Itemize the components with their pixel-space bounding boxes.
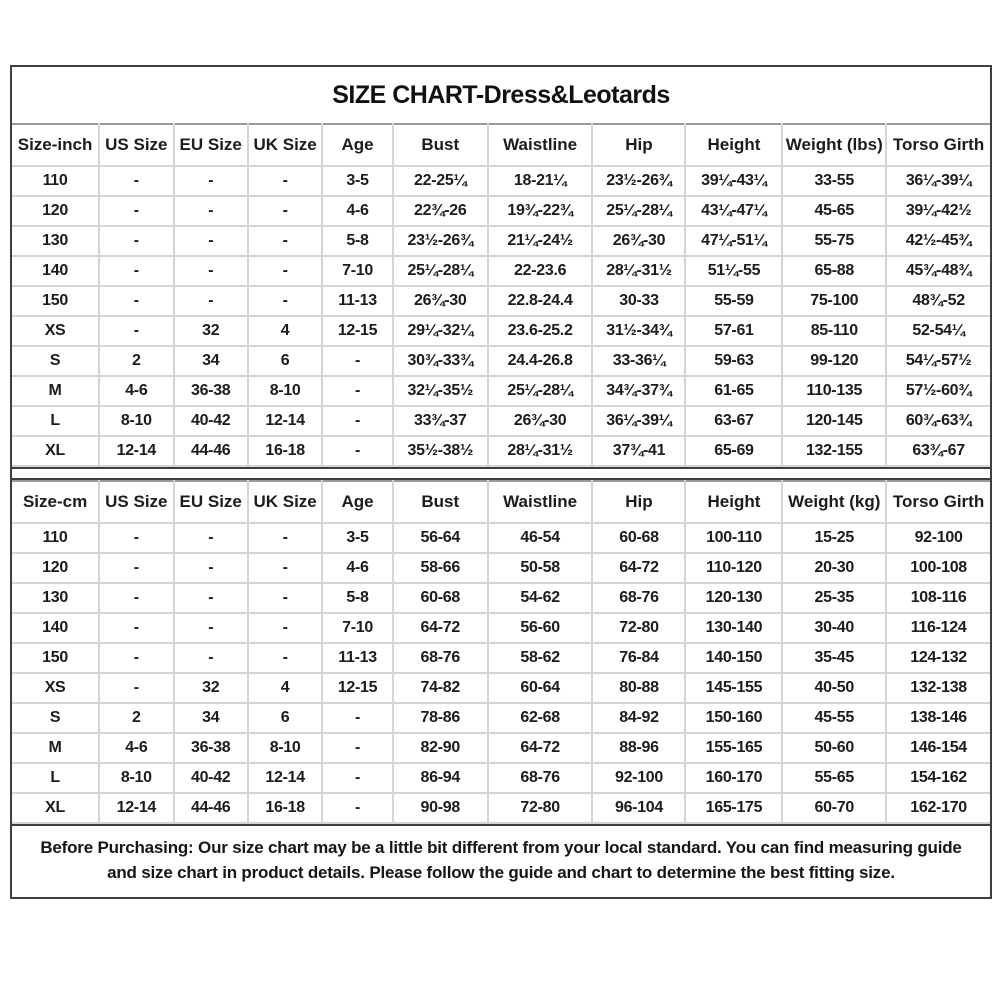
table-cell: 23½-26¾	[592, 166, 685, 196]
table-cell: 11-13	[322, 286, 392, 316]
table-cell: 44-46	[174, 436, 248, 466]
size-label-cell: M	[12, 376, 99, 406]
table-row	[12, 523, 990, 553]
table-cell: -	[248, 643, 322, 673]
table-cell: 50-58	[488, 553, 593, 583]
table-cell: -	[322, 406, 392, 436]
table-row	[12, 763, 990, 793]
table-cell: 12-14	[99, 436, 173, 466]
table-cell: -	[322, 763, 392, 793]
column-header: US Size	[99, 124, 173, 166]
table-cell: -	[99, 583, 173, 613]
table-cell: 5-8	[322, 226, 392, 256]
table-cell: 99-120	[782, 346, 886, 376]
column-header: Torso Girth	[886, 124, 990, 166]
table-cell: 23½-26¾	[393, 226, 488, 256]
table-cell: 55-75	[782, 226, 886, 256]
table-cell: 40-42	[174, 406, 248, 436]
table-cell: 65-88	[782, 256, 886, 286]
table-cell: 165-175	[685, 793, 782, 823]
table-cell: 46-54	[488, 523, 593, 553]
table-cell: 30¾-33¾	[393, 346, 488, 376]
table-cell: 34	[174, 346, 248, 376]
table-cell: -	[99, 316, 173, 346]
table-cell: -	[174, 286, 248, 316]
column-header: US Size	[99, 481, 173, 523]
table-cell: 8-10	[248, 733, 322, 763]
column-header: Size-inch	[12, 124, 99, 166]
table-cell: -	[248, 226, 322, 256]
table-row	[12, 286, 990, 316]
table-row	[12, 553, 990, 583]
table-row	[12, 346, 990, 376]
table-cell: 58-62	[488, 643, 593, 673]
table-cell: -	[174, 226, 248, 256]
column-header: Torso Girth	[886, 481, 990, 523]
table-cell: -	[99, 523, 173, 553]
column-header: Age	[322, 124, 392, 166]
table-cell: -	[322, 346, 392, 376]
table-row	[12, 643, 990, 673]
table-cell: 60-64	[488, 673, 593, 703]
table-cell: 47¼-51¼	[685, 226, 782, 256]
table-cell: 50-60	[782, 733, 886, 763]
table-cell: 12-14	[99, 793, 173, 823]
table-cell: 45-55	[782, 703, 886, 733]
table-cell: 12-14	[248, 406, 322, 436]
table-cell: 25¼-28¼	[592, 196, 685, 226]
column-header: Hip	[592, 481, 685, 523]
table-cell: -	[322, 793, 392, 823]
size-label-cell: S	[12, 346, 99, 376]
table-cell: 55-65	[782, 763, 886, 793]
table-cell: -	[248, 196, 322, 226]
table-cell: 100-110	[685, 523, 782, 553]
table-cell: 36-38	[174, 376, 248, 406]
size-label-cell: XL	[12, 436, 99, 466]
table-cell: 25¼-28¼	[393, 256, 488, 286]
table-cell: 22-23.6	[488, 256, 593, 286]
column-header: Height	[685, 124, 782, 166]
table-cell: 4	[248, 316, 322, 346]
table-cell: 57½-60¾	[886, 376, 990, 406]
table-cell: 130-140	[685, 613, 782, 643]
table-cell: 60¾-63¾	[886, 406, 990, 436]
table-cell: 36¼-39¼	[592, 406, 685, 436]
table-cell: -	[322, 436, 392, 466]
table-row	[12, 436, 990, 466]
table-cell: 23.6-25.2	[488, 316, 593, 346]
table-cell: 110-135	[782, 376, 886, 406]
table-cell: 6	[248, 703, 322, 733]
table-cell: 59-63	[685, 346, 782, 376]
size-label-cell: 110	[12, 166, 99, 196]
size-label-cell: 130	[12, 226, 99, 256]
chart-title: SIZE CHART-Dress&Leotards	[332, 81, 670, 109]
table-row	[12, 226, 990, 256]
table-cell: -	[99, 553, 173, 583]
table-cell: 33-36¼	[592, 346, 685, 376]
table-cell: 56-60	[488, 613, 593, 643]
table-cell: 30-33	[592, 286, 685, 316]
column-header: Waistline	[488, 124, 593, 166]
table-cell: 54¼-57½	[886, 346, 990, 376]
size-label-cell: 140	[12, 256, 99, 286]
table-cell: 32	[174, 673, 248, 703]
table-cell: -	[99, 256, 173, 286]
table-cell: 78-86	[393, 703, 488, 733]
column-header: Weight (lbs)	[782, 124, 886, 166]
header-row	[12, 481, 990, 523]
size-label-cell: 150	[12, 286, 99, 316]
table-cell: -	[99, 643, 173, 673]
column-header: Size-cm	[12, 481, 99, 523]
table-row	[12, 256, 990, 286]
table-row	[12, 316, 990, 346]
table-cell: 132-138	[886, 673, 990, 703]
table-cell: 84-92	[592, 703, 685, 733]
purchase-note	[12, 824, 990, 897]
table-cell: 22.8-24.4	[488, 286, 593, 316]
table-cell: 74-82	[393, 673, 488, 703]
table-cell: 4-6	[322, 196, 392, 226]
table-cell: -	[99, 166, 173, 196]
table-cell: 44-46	[174, 793, 248, 823]
table-cell: 24.4-26.8	[488, 346, 593, 376]
table-cell: 6	[248, 346, 322, 376]
table-cell: 26¾-30	[488, 406, 593, 436]
table-cell: 31½-34¾	[592, 316, 685, 346]
table-cell: 56-64	[393, 523, 488, 553]
table-cell: -	[248, 583, 322, 613]
table-row	[12, 196, 990, 226]
table-cell: 63¾-67	[886, 436, 990, 466]
table-cell: 60-70	[782, 793, 886, 823]
table-cell: 34	[174, 703, 248, 733]
table-cell: 54-62	[488, 583, 593, 613]
table-cell: 82-90	[393, 733, 488, 763]
table-cell: -	[248, 286, 322, 316]
table-cell: 11-13	[322, 643, 392, 673]
table-cell: -	[174, 613, 248, 643]
table-cell: -	[248, 256, 322, 286]
table-cell: 124-132	[886, 643, 990, 673]
table-cell: 140-150	[685, 643, 782, 673]
table-cell: 8-10	[248, 376, 322, 406]
table-cell: 146-154	[886, 733, 990, 763]
table-cell: 145-155	[685, 673, 782, 703]
table-cell: 64-72	[393, 613, 488, 643]
column-header: Age	[322, 481, 392, 523]
size-label-cell: S	[12, 703, 99, 733]
table-cell: 72-80	[592, 613, 685, 643]
table-cell: 8-10	[99, 763, 173, 793]
table-cell: 61-65	[685, 376, 782, 406]
table-cell: 4-6	[99, 376, 173, 406]
table-cell: 18-21¼	[488, 166, 593, 196]
table-cell: 90-98	[393, 793, 488, 823]
table-cell: 96-104	[592, 793, 685, 823]
table-cell: 33¾-37	[393, 406, 488, 436]
table-cell: -	[322, 703, 392, 733]
table-cell: 4-6	[322, 553, 392, 583]
table-cell: 76-84	[592, 643, 685, 673]
table-cell: 51¼-55	[685, 256, 782, 286]
table-row	[12, 703, 990, 733]
table-cell: 64-72	[592, 553, 685, 583]
table-cell: 19¾-22¾	[488, 196, 593, 226]
table-cell: 12-15	[322, 673, 392, 703]
table-cell: 88-96	[592, 733, 685, 763]
table-cell: 52-54¼	[886, 316, 990, 346]
table-cell: -	[248, 523, 322, 553]
table-cell: 39¼-43¼	[685, 166, 782, 196]
table-row	[12, 406, 990, 436]
table-cell: 60-68	[592, 523, 685, 553]
table-cell: 43¼-47¼	[685, 196, 782, 226]
table-row	[12, 613, 990, 643]
table-cell: 34¾-37¾	[592, 376, 685, 406]
table-cell: 116-124	[886, 613, 990, 643]
size-label-cell: XS	[12, 673, 99, 703]
table-cell: 40-42	[174, 763, 248, 793]
table-cell: 35-45	[782, 643, 886, 673]
table-cell: 60-68	[393, 583, 488, 613]
table-cell: 62-68	[488, 703, 593, 733]
size-label-cell: M	[12, 733, 99, 763]
table-cell: 3-5	[322, 523, 392, 553]
table-cell: 58-66	[393, 553, 488, 583]
table-cell: 16-18	[248, 436, 322, 466]
table-cell: 85-110	[782, 316, 886, 346]
table-row	[12, 376, 990, 406]
table-cell: 30-40	[782, 613, 886, 643]
table-cell: 55-59	[685, 286, 782, 316]
table-cell: 45¾-48¾	[886, 256, 990, 286]
table-cell: 68-76	[488, 763, 593, 793]
table-cell: 162-170	[886, 793, 990, 823]
column-header: Bust	[393, 124, 488, 166]
table-cell: 45-65	[782, 196, 886, 226]
table-row	[12, 583, 990, 613]
table-cell: 154-162	[886, 763, 990, 793]
table-cell: 28¼-31½	[488, 436, 593, 466]
table-cell: 64-72	[488, 733, 593, 763]
table-cell: 92-100	[886, 523, 990, 553]
size-label-cell: 110	[12, 523, 99, 553]
table-row	[12, 793, 990, 823]
table-cell: 138-146	[886, 703, 990, 733]
table-cell: 40-50	[782, 673, 886, 703]
column-header: EU Size	[174, 124, 248, 166]
table-cell: 132-155	[782, 436, 886, 466]
table-cell: 3-5	[322, 166, 392, 196]
table-cell: 36¼-39¼	[886, 166, 990, 196]
column-header: EU Size	[174, 481, 248, 523]
table-cell: 8-10	[99, 406, 173, 436]
table-cell: 108-116	[886, 583, 990, 613]
size-table-inch	[12, 123, 990, 467]
table-cell: 15-25	[782, 523, 886, 553]
table-cell: -	[174, 166, 248, 196]
table-cell: 29¼-32¼	[393, 316, 488, 346]
table-cell: -	[322, 376, 392, 406]
table-cell: 4	[248, 673, 322, 703]
table-cell: -	[174, 553, 248, 583]
size-label-cell: 140	[12, 613, 99, 643]
table-cell: 48¾-52	[886, 286, 990, 316]
table-cell: 120-145	[782, 406, 886, 436]
size-label-cell: 150	[12, 643, 99, 673]
column-header: Height	[685, 481, 782, 523]
column-header: Waistline	[488, 481, 593, 523]
table-cell: 37¾-41	[592, 436, 685, 466]
column-header: Hip	[592, 124, 685, 166]
table-cell: 33-55	[782, 166, 886, 196]
table-cell: 7-10	[322, 256, 392, 286]
table-cell: 65-69	[685, 436, 782, 466]
size-label-cell: 120	[12, 196, 99, 226]
table-cell: 2	[99, 346, 173, 376]
table-cell: -	[99, 613, 173, 643]
purchase-note-text: Before Purchasing: Our size chart may be a little bit different from your local standard. You can find measuring guide and size chart in product details. Please follow the guide and chart to determine the best fitting size.	[40, 838, 962, 882]
table-cell: -	[174, 643, 248, 673]
table-cell: 160-170	[685, 763, 782, 793]
table-cell: 22-25¼	[393, 166, 488, 196]
table-cell: 72-80	[488, 793, 593, 823]
table-cell: -	[174, 196, 248, 226]
column-header: Weight (kg)	[782, 481, 886, 523]
table-cell: 25¼-28¼	[488, 376, 593, 406]
table-cell: 36-38	[174, 733, 248, 763]
table-cell: -	[174, 256, 248, 286]
size-label-cell: L	[12, 406, 99, 436]
table-cell: 22¾-26	[393, 196, 488, 226]
table-cell: 12-14	[248, 763, 322, 793]
table-cell: 4-6	[99, 733, 173, 763]
table-cell: 110-120	[685, 553, 782, 583]
table-cell: 120-130	[685, 583, 782, 613]
table-cell: 12-15	[322, 316, 392, 346]
table-cell: 7-10	[322, 613, 392, 643]
size-label-cell: L	[12, 763, 99, 793]
table-cell: 86-94	[393, 763, 488, 793]
table-row	[12, 166, 990, 196]
column-header: UK Size	[248, 481, 322, 523]
table-cell: 16-18	[248, 793, 322, 823]
table-cell: 75-100	[782, 286, 886, 316]
column-header: Bust	[393, 481, 488, 523]
table-cell: 57-61	[685, 316, 782, 346]
size-label-cell: XS	[12, 316, 99, 346]
table-cell: 32¼-35½	[393, 376, 488, 406]
section-divider	[12, 467, 990, 480]
table-row	[12, 673, 990, 703]
table-cell: 32	[174, 316, 248, 346]
table-cell: 63-67	[685, 406, 782, 436]
table-cell: -	[174, 583, 248, 613]
header-row	[12, 124, 990, 166]
table-cell: -	[248, 553, 322, 583]
table-cell: 26¾-30	[393, 286, 488, 316]
table-cell: -	[99, 196, 173, 226]
table-cell: -	[99, 286, 173, 316]
table-cell: -	[174, 523, 248, 553]
size-table-cm	[12, 480, 990, 824]
table-cell: 80-88	[592, 673, 685, 703]
table-cell: -	[248, 166, 322, 196]
table-cell: -	[322, 733, 392, 763]
size-label-cell: XL	[12, 793, 99, 823]
table-cell: 150-160	[685, 703, 782, 733]
table-cell: 25-35	[782, 583, 886, 613]
table-cell: 68-76	[592, 583, 685, 613]
table-cell: 155-165	[685, 733, 782, 763]
table-cell: 100-108	[886, 553, 990, 583]
size-label-cell: 130	[12, 583, 99, 613]
column-header: UK Size	[248, 124, 322, 166]
table-cell: -	[248, 613, 322, 643]
table-cell: 20-30	[782, 553, 886, 583]
size-label-cell: 120	[12, 553, 99, 583]
table-cell: 35½-38½	[393, 436, 488, 466]
table-cell: 68-76	[393, 643, 488, 673]
table-cell: 28¼-31½	[592, 256, 685, 286]
table-cell: -	[99, 673, 173, 703]
table-row	[12, 733, 990, 763]
table-cell: 92-100	[592, 763, 685, 793]
table-cell: 26¾-30	[592, 226, 685, 256]
table-cell: 39¼-42½	[886, 196, 990, 226]
table-cell: 2	[99, 703, 173, 733]
size-chart-container	[10, 65, 992, 899]
table-cell: 5-8	[322, 583, 392, 613]
table-cell: -	[99, 226, 173, 256]
table-cell: 21¼-24½	[488, 226, 593, 256]
table-cell: 42½-45¾	[886, 226, 990, 256]
